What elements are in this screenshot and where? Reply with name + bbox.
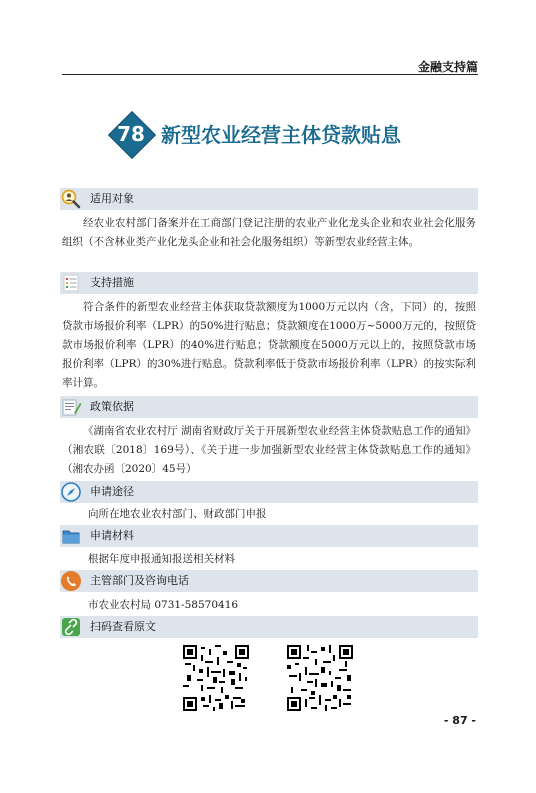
section-body-materials: 根据年度申报通知报送相关材料 [88,553,235,565]
link-icon [60,616,82,638]
header-divider [62,74,478,75]
section-body-applicable: 经农业农村部门备案并在工商部门登记注册的农业产业化龙头企业和农业社会化服务组织（不含林业类产业化龙头企业和社会化服务组织）等新型农业经营主体。 [62,217,476,248]
section-label-measures: 支持措施 [90,276,134,289]
qr-code-2[interactable] [287,645,353,711]
folder-icon [60,525,82,547]
section-body-contact: 市农业农村局 0731-58570416 [88,599,239,611]
chapter-title-text: 新型农业经营主体贷款贴息 [161,123,401,147]
section-label-policy: 政策依据 [90,400,134,413]
section-body-channel: 向所在地农业农村部门、财政部门申报 [88,508,267,520]
chapter-number-badge [109,112,153,156]
list-icon [60,272,82,294]
compass-icon [60,481,82,503]
section-label-contact: 主管部门及咨询电话 [90,574,189,587]
header-section-title: 金融支持篇 [417,60,478,74]
chapter-number: 78 [117,122,145,146]
phone-icon [60,570,82,592]
section-label-channel: 申请途径 [90,485,134,498]
section-body-measures: 符合条件的新型农业经营主体获取贷款额度为1000万元以内（含，下同）的，按照贷款市场报价利率（LPR）的50%进行贴息；贷款额度在1000万~5000万元的，按照贷款市场报价利率（LPR）的40%进行贴息；贷款额度在5000万元以上的，按照贷款市场报价利率（LPR）的30%进行贴息。贷款利率低于贷款市场报价利率（LPR）的按实际利率计算。 [62,301,476,389]
section-body-policy: 《湖南省农业农村厅 湖南省财政厅关于开展新型农业经营主体贷款贴息工作的通知》（湘农联〔2018〕169号）、《关于进一步加强新型农业经营主体贷款贴息工作的通知》（湘农办函〔2020〕45号） [62,425,476,475]
qr-code-1[interactable] [183,645,249,711]
page-number: - 87 - [443,714,476,727]
chapter-title [105,112,435,156]
section-label-materials: 申请材料 [90,529,134,542]
magnifier-person-icon [60,188,82,210]
document-pencil-icon [60,396,82,418]
section-label-scan: 扫码查看原文 [90,620,156,633]
section-label-applicable: 适用对象 [90,192,134,205]
